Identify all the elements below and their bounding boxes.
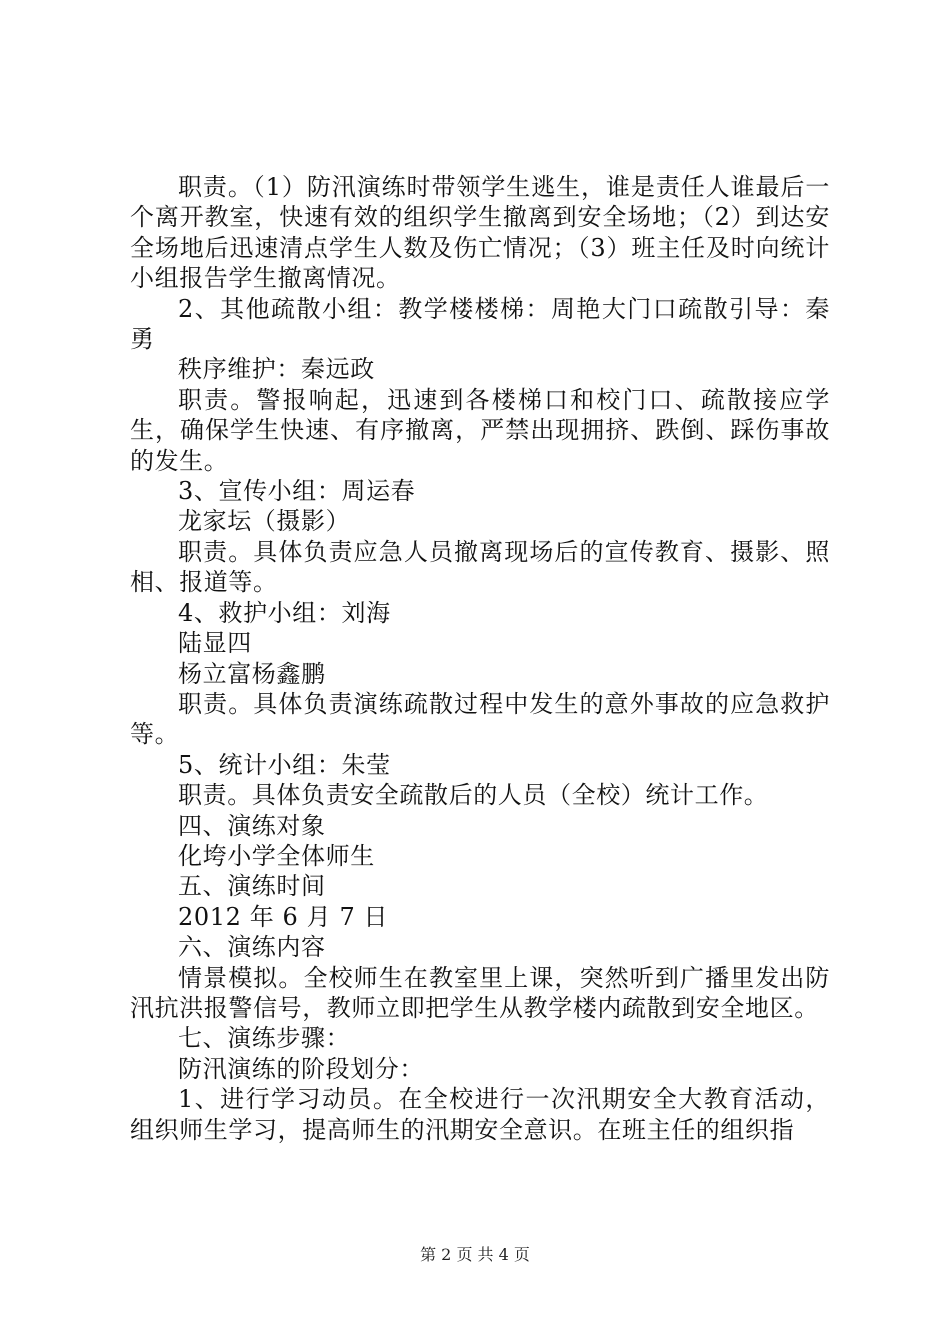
- heading-drill-time: 五、演练时间: [178, 872, 326, 901]
- document-body: [130, 172, 830, 1145]
- paragraph-duty-rescue: 职责。具体负责演练疏散过程中发生的意外事故的应急救护等。: [130, 689, 830, 749]
- paragraph-statistics-group: 5、统计小组：朱莹: [178, 750, 391, 779]
- paragraph-publicity-member: 龙家坛（摄影）: [178, 507, 351, 536]
- paragraph-rescue-member-1: 陆显四: [178, 629, 252, 658]
- paragraph-drill-time: 2012 年 6 月 7 日: [178, 902, 389, 931]
- paragraph-drill-content: 情景模拟。全校师生在教室里上课，突然听到广播里发出防汛抗洪报警信号，教师立即把学生从教学楼内疏散到安全地区。: [130, 963, 830, 1022]
- paragraph-duty-statistics: 职责。具体负责安全疏散后的人员（全校）统计工作。: [178, 781, 769, 810]
- paragraph-drill-stages: 防汛演练的阶段划分：: [178, 1054, 424, 1083]
- heading-drill-steps: 七、演练步骤：: [178, 1024, 351, 1053]
- paragraph-rescue-member-2: 杨立富杨鑫鹏: [178, 659, 326, 688]
- heading-drill-target: 四、演练对象: [178, 811, 326, 840]
- paragraph-publicity-group: 3、宣传小组：周运春: [178, 477, 416, 506]
- paragraph-duty-publicity: 职责。具体负责应急人员撤离现场后的宣传教育、摄影、照相、报道等。: [130, 537, 830, 597]
- page-footer: 第 2 页 共 4 页: [420, 1245, 530, 1264]
- heading-drill-content: 六、演练内容: [178, 933, 326, 962]
- paragraph-order-maintenance: 秩序维护：秦远政: [178, 355, 375, 384]
- paragraph-duty-class-teacher: 职责。（1）防汛演练时带领学生逃生，谁是责任人谁最后一个离开教室，快速有效的组织学生撤离到安全场地；（2）到达安全场地后迅速清点学生人数及伤亡情况；（3）班主任及时向统计小组报告学生撤离情况。: [130, 173, 830, 293]
- paragraph-rescue-group: 4、救护小组：刘海: [178, 598, 391, 627]
- paragraph-duty-evacuation: 职责。警报响起，迅速到各楼梯口和校门口、疏散接应学生，确保学生快速、有序撤离，严禁出现拥挤、跌倒、踩伤事故的发生。: [130, 385, 830, 475]
- paragraph-drill-target: 化垮小学全体师生: [178, 841, 375, 870]
- paragraph-evacuation-group: 2、其他疏散小组：教学楼楼梯：周艳大门口疏散引导：秦勇: [130, 294, 830, 354]
- paragraph-step-1: 1、进行学习动员。在全校进行一次汛期安全大教育活动，组织师生学习，提高师生的汛期安全意识。在班主任的组织指: [130, 1085, 830, 1144]
